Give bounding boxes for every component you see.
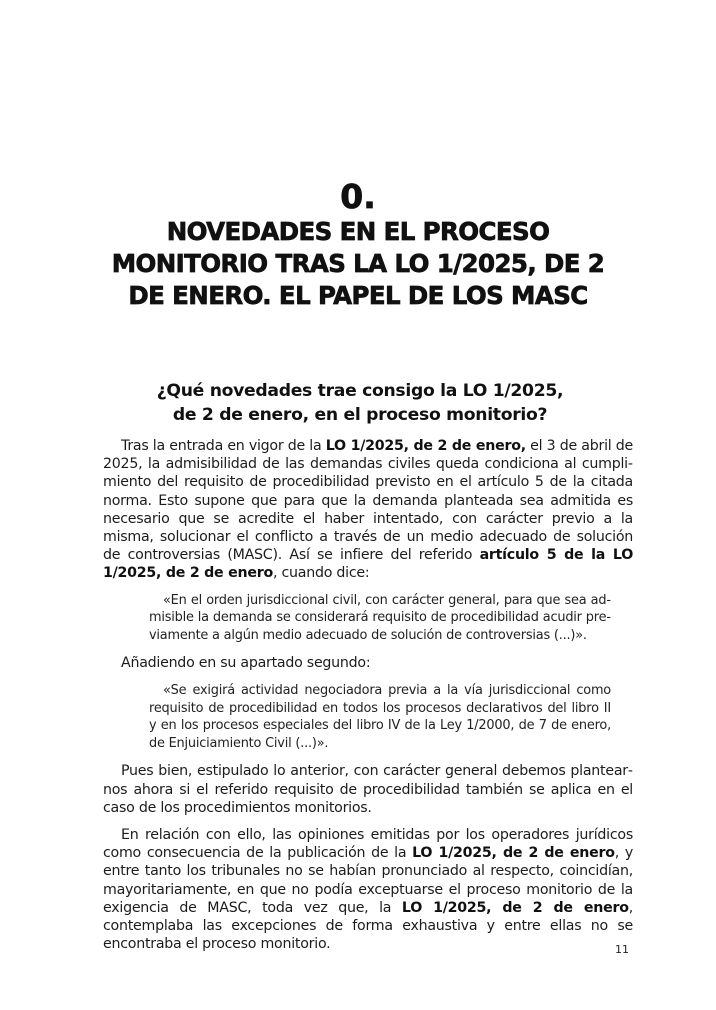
text-run: , y entre tanto los tribunales no se habían pronunciado al respecto, coincidían, mayoritariamente, en que no podía exceptuarse el proceso monitorio de la exigencia de MASC, toda vez que, la [103, 845, 633, 916]
section-heading [100, 379, 620, 427]
section-heading-line: de 2 de enero, en el proceso monitorio? [172, 405, 548, 425]
chapter-title-line: DE ENERO. EL PAPEL DE LOS MASC [128, 281, 588, 310]
chapter-title [60, 216, 656, 312]
text-run: Tras la entrada en vigor de la [121, 438, 326, 454]
paragraph-opinions [103, 826, 633, 953]
paragraph-question: Pues bien, estipulado lo anterior, con carácter general debemos plantearnos ahora si el referido requisito de procedibilidad también se aplica en el caso de los procedimientos monitorios. [103, 763, 633, 816]
chapter-title-line: NOVEDADES EN EL PROCESO [166, 217, 550, 246]
text-run: , cuando dice: [272, 565, 370, 582]
chapter-title-line: MONITORIO TRAS LA LO 1/2025, DE 2 [111, 249, 605, 278]
paragraph-intro [103, 437, 633, 583]
chapter-number: 0. [340, 177, 376, 216]
text-run: el 3 de abril de 2025, la admisibilidad de las demandas civiles queda condiciona al cumplimiento del requisito de procedibilidad previsto en el artículo 5 de la citada norma. Esto supone que para que la demanda planteada sea admitida es necesario que se acredite el haber intentado, con carácter previo a la misma, solucionar el conflicto a través de un medio adecuado de solución de controversias (MASC). Así se infiere del referido [103, 438, 633, 564]
bold-reference: artículo 5 de la LO 1/2025, de 2 de enero [103, 547, 633, 582]
section-heading-line: ¿Qué novedades trae consigo la LO 1/2025, [156, 381, 564, 401]
text-run: En relación con ello, las opiniones emitidas por los operadores jurídicos como consecuencia de la publicación de la [103, 826, 633, 862]
page-number: 11 [615, 943, 629, 956]
bold-reference: LO 1/2025, de 2 de enero, [325, 438, 526, 454]
block-quote-apartado-segundo: «Se exigirá actividad negociadora previa a la vía jurisdiccional como requisito de procedibilidad en todos los procesos declarativos del libro II y en los procesos especiales del libro IV de la Ley 1/2000, de 7 de enero, de Enjuiciamiento Civil (...)». [149, 683, 611, 751]
block-quote-article-5: «En el orden jurisdiccional civil, con carácter general, para que sea admisible la demanda se considerará requisito de procedibilidad acudir previamente a algún medio adecuado de solución de controversias (...)». [149, 592, 611, 643]
text-run: , contemplaba las excepciones de forma exhaustiva y entre ellas no se encontraba el proceso monitorio. [103, 899, 633, 953]
body-text [103, 437, 633, 962]
paragraph-apartado-segundo: Añadiendo en su apartado segundo: [121, 655, 371, 672]
bold-reference: LO 1/2025, de 2 de enero [401, 899, 629, 916]
bold-reference: LO 1/2025, de 2 de enero [412, 845, 615, 862]
chapter-header [60, 178, 656, 312]
